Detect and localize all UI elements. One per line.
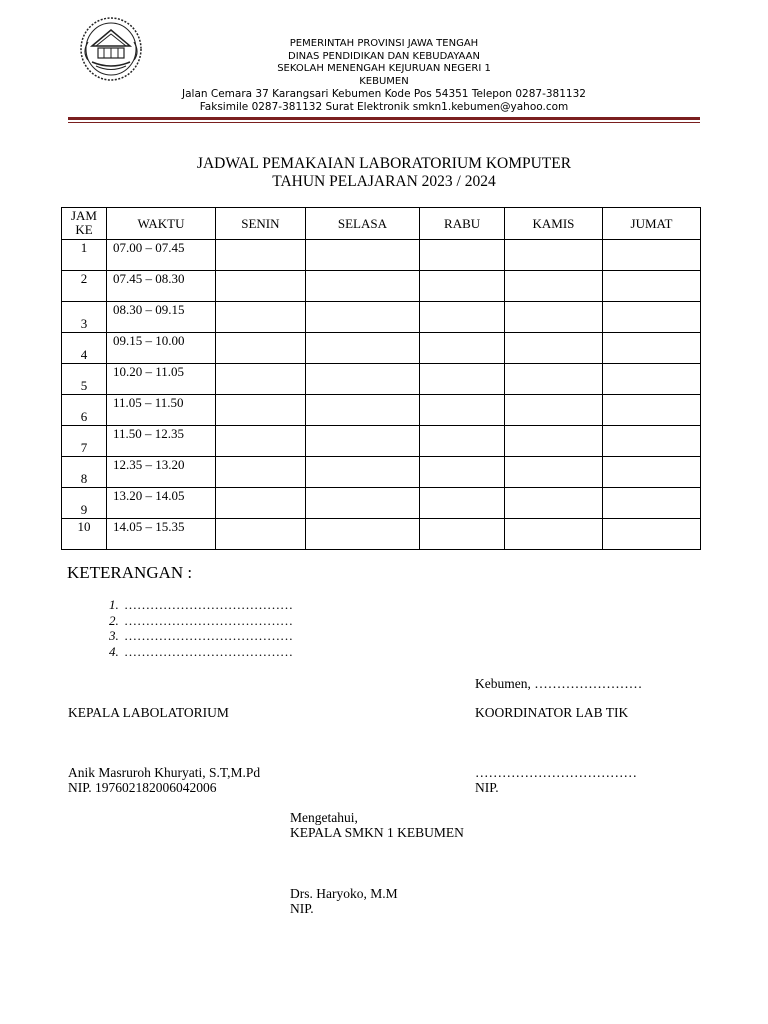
left-signatory-role: KEPALA LABOLATORIUM (68, 705, 229, 720)
approval-name: Drs. Haryoko, M.M (290, 886, 398, 901)
list-item (122, 597, 293, 613)
jumat-cell[interactable] (602, 457, 700, 488)
jam-number: 7 (80, 440, 88, 455)
selasa-cell[interactable] (305, 457, 419, 488)
table-row (62, 457, 701, 488)
jam-number: 5 (80, 378, 88, 393)
waktu-cell (107, 426, 216, 457)
jam-cell (62, 457, 107, 488)
keterangan-item[interactable]: ………………………………… (124, 643, 293, 659)
waktu-cell (107, 240, 216, 271)
approval-role: KEPALA SMKN 1 KEBUMEN (290, 825, 464, 840)
kamis-cell[interactable] (504, 240, 602, 271)
waktu-range: 07.45 – 08.30 (113, 271, 185, 286)
jam-number: 1 (80, 240, 88, 255)
waktu-range: 11.05 – 11.50 (113, 395, 184, 410)
table-row (62, 240, 701, 271)
waktu-range: 14.05 – 15.35 (113, 519, 185, 534)
letterhead-divider-thick (68, 117, 700, 120)
waktu-cell (107, 457, 216, 488)
selasa-cell[interactable] (305, 395, 419, 426)
jam-number: 3 (80, 316, 88, 331)
document-title: JADWAL PEMAKAIAN LABORATORIUM KOMPUTER (196, 155, 572, 172)
jam-cell (62, 395, 107, 426)
waktu-range: 09.15 – 10.00 (113, 333, 185, 348)
letterhead-address: Jalan Cemara 37 Karangsari Kebumen Kode Pos 54351 Telepon 0287-381132 (182, 88, 586, 100)
schedule-table (61, 207, 701, 550)
kamis-cell[interactable] (504, 333, 602, 364)
senin-cell[interactable] (216, 302, 306, 333)
jam-cell (62, 240, 107, 271)
waktu-cell (107, 271, 216, 302)
rabu-cell[interactable] (420, 364, 505, 395)
header-waktu: WAKTU (107, 208, 216, 240)
rabu-cell[interactable] (420, 271, 505, 302)
keterangan-heading: KETERANGAN : (67, 563, 193, 582)
table-row (62, 395, 701, 426)
waktu-cell (107, 395, 216, 426)
letterhead-school: SEKOLAH MENENGAH KEJURUAN NEGERI 1 (277, 63, 491, 74)
list-item (122, 644, 293, 660)
rabu-cell[interactable] (420, 240, 505, 271)
selasa-cell[interactable] (305, 302, 419, 333)
jumat-cell[interactable] (602, 519, 700, 550)
jam-number: 4 (80, 347, 88, 362)
keterangan-list (100, 597, 293, 659)
place-date: Kebumen, …………………… (475, 676, 643, 691)
senin-cell[interactable] (216, 240, 306, 271)
senin-cell[interactable] (216, 426, 306, 457)
jam-number: 10 (77, 519, 91, 534)
rabu-cell[interactable] (420, 333, 505, 364)
approval-label: Mengetahui, (290, 810, 358, 825)
waktu-range: 08.30 – 09.15 (113, 302, 185, 317)
rabu-cell[interactable] (420, 395, 505, 426)
jam-number: 8 (80, 471, 88, 486)
header-rabu: RABU (420, 208, 505, 240)
kamis-cell[interactable] (504, 364, 602, 395)
letterhead-contact: Faksimile 0287-381132 Surat Elektronik smkn1.kebumen@yahoo.com (199, 101, 569, 113)
jumat-cell[interactable] (602, 333, 700, 364)
table-row (62, 426, 701, 457)
waktu-cell (107, 364, 216, 395)
jam-number: 6 (80, 409, 88, 424)
table-row (62, 271, 701, 302)
waktu-range: 13.20 – 14.05 (113, 488, 185, 503)
table-row (62, 364, 701, 395)
kamis-cell[interactable] (504, 457, 602, 488)
rabu-cell[interactable] (420, 302, 505, 333)
kamis-cell[interactable] (504, 519, 602, 550)
jumat-cell[interactable] (602, 488, 700, 519)
senin-cell[interactable] (216, 271, 306, 302)
letterhead-city: KEBUMEN (359, 75, 409, 87)
waktu-cell (107, 519, 216, 550)
jam-cell (62, 519, 107, 550)
right-signatory-role: KOORDINATOR LAB TIK (475, 705, 629, 720)
jumat-cell[interactable] (602, 426, 700, 457)
list-item (122, 613, 293, 629)
list-item (122, 628, 293, 644)
left-signatory-nip: NIP. 197602182006042006 (68, 780, 217, 795)
rabu-cell[interactable] (420, 488, 505, 519)
rabu-cell[interactable] (420, 426, 505, 457)
kamis-cell[interactable] (504, 488, 602, 519)
senin-cell[interactable] (216, 519, 306, 550)
header-senin: SENIN (216, 208, 306, 240)
jam-number: 9 (80, 502, 88, 517)
jumat-cell[interactable] (602, 240, 700, 271)
senin-cell[interactable] (216, 333, 306, 364)
kamis-cell[interactable] (504, 395, 602, 426)
jam-number: 2 (80, 271, 88, 286)
waktu-range: 10.20 – 11.05 (113, 364, 185, 379)
rabu-cell[interactable] (420, 519, 505, 550)
senin-cell[interactable] (216, 395, 306, 426)
keterangan-item[interactable]: ………………………………… (124, 628, 293, 643)
letterhead-government: PEMERINTAH PROVINSI JAWA TENGAH (289, 38, 479, 49)
jam-cell (62, 333, 107, 364)
header-jumat: JUMAT (602, 208, 700, 240)
jam-cell (62, 364, 107, 395)
jam-cell (62, 426, 107, 457)
letterhead (0, 38, 768, 114)
senin-cell[interactable] (216, 457, 306, 488)
selasa-cell[interactable] (305, 426, 419, 457)
table-row (62, 302, 701, 333)
waktu-range: 11.50 – 12.35 (113, 426, 185, 441)
right-signatory-name: ……………………………… (475, 765, 637, 780)
selasa-cell[interactable] (305, 488, 419, 519)
selasa-cell[interactable] (305, 271, 419, 302)
jam-cell (62, 271, 107, 302)
kamis-cell[interactable] (504, 302, 602, 333)
kamis-cell[interactable] (504, 426, 602, 457)
senin-cell[interactable] (216, 488, 306, 519)
selasa-cell[interactable] (305, 240, 419, 271)
waktu-cell (107, 302, 216, 333)
right-signatory-nip: NIP. (475, 780, 499, 795)
selasa-cell[interactable] (305, 364, 419, 395)
header-kamis: KAMIS (504, 208, 602, 240)
jumat-cell[interactable] (602, 271, 700, 302)
selasa-cell[interactable] (305, 519, 419, 550)
jam-cell (62, 488, 107, 519)
approval-nip: NIP. (290, 901, 314, 916)
jumat-cell[interactable] (602, 364, 700, 395)
table-row (62, 488, 701, 519)
waktu-range: 07.00 – 07.45 (113, 240, 185, 255)
jam-cell (62, 302, 107, 333)
selasa-cell[interactable] (305, 333, 419, 364)
keterangan-item[interactable]: ………………………………… (124, 612, 293, 628)
kamis-cell[interactable] (504, 271, 602, 302)
header-jam-ke-label: JAM KE (70, 208, 97, 237)
keterangan-item[interactable]: ………………………………… (124, 597, 293, 612)
left-signatory-name: Anik Masruroh Khuryati, S.T,M.Pd (68, 765, 261, 780)
table-row (62, 519, 701, 550)
senin-cell[interactable] (216, 364, 306, 395)
table-header-row (62, 208, 701, 240)
waktu-cell (107, 488, 216, 519)
letterhead-divider-thin (68, 122, 700, 123)
waktu-range: 12.35 – 13.20 (113, 457, 185, 472)
waktu-cell (107, 333, 216, 364)
document-subtitle: TAHUN PELAJARAN 2023 / 2024 (272, 173, 496, 190)
rabu-cell[interactable] (420, 457, 505, 488)
header-selasa: SELASA (305, 208, 419, 240)
jumat-cell[interactable] (602, 395, 700, 426)
header-jam-ke (62, 208, 107, 240)
table-row (62, 333, 701, 364)
letterhead-department: DINAS PENDIDIKAN DAN KEBUDAYAAN (288, 50, 480, 62)
jumat-cell[interactable] (602, 302, 700, 333)
